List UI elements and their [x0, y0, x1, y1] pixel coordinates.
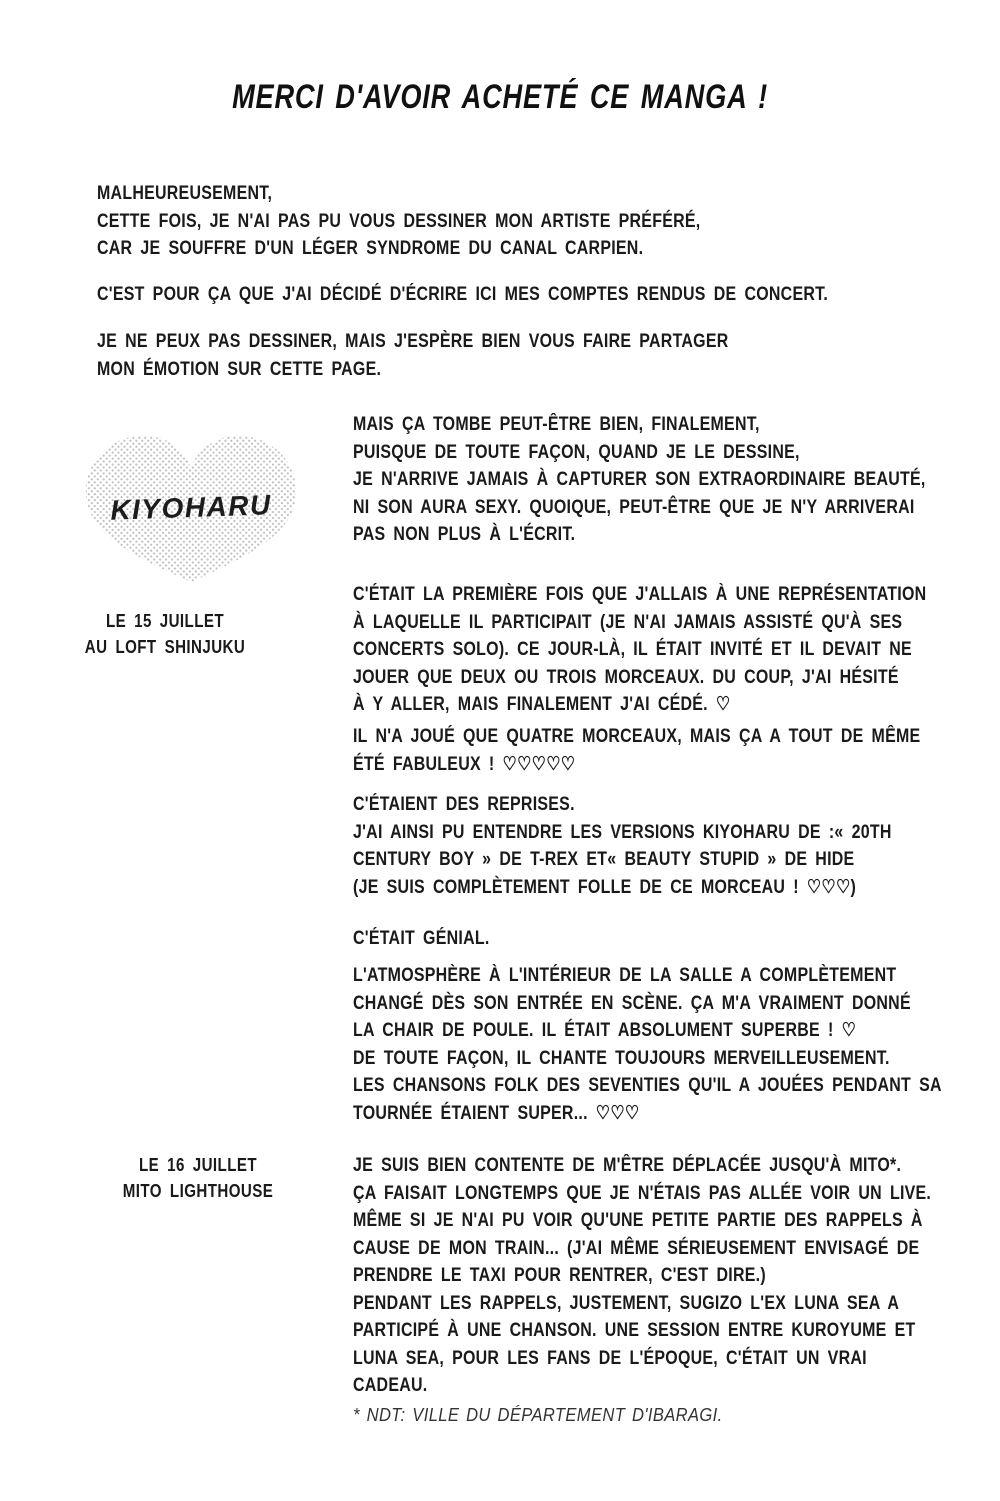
intro-paragraph-carpal-tunnel: MALHEUREUSEMENT, CETTE FOIS, JE N'AI PAS PU VOUS DESSINER MON ARTISTE PRÉFÉRÉ, CAR JE SOUFFRE D'UN LÉGER SYNDROME DU CANAL CARPIEN. [97, 183, 701, 259]
event-date-loft-shinjuku: LE 15 JUILLET AU LOFT SHINJUKU [84, 611, 246, 657]
page-title: MERCI D'AVOIR ACHETÉ CE MANGA ! [232, 78, 768, 116]
paragraph-it-was-great: C'ÉTAIT GÉNIAL. [353, 928, 490, 949]
intro-paragraph-concert-reports: C'EST POUR ÇA QUE J'AI DÉCIDÉ D'ÉCRIRE ICI MES COMPTES RENDUS DE CONCERT. [97, 284, 829, 305]
paragraph-four-songs: IL N'A JOUÉ QUE QUATRE MORCEAUX, MAIS ÇA A TOUT DE MÊME ÉTÉ FABULEUX ! ♡♡♡♡♡ [353, 726, 921, 775]
paragraph-maybe-for-the-best: MAIS ÇA TOMBE PEUT-ÊTRE BIEN, FINALEMENT, PUISQUE DE TOUTE FAÇON, QUAND JE LE DESSINE, JE N'ARRIVE JAMAIS À CAPTURER SON EXTRAORDINAIRE BEAUTÉ, NI SON AURA SEXY. QUOIQUE, PEUT-ÊTRE QUE JE N'Y ARRIVERAI PAS NON PLUS À L'ÉCRIT. [353, 414, 926, 545]
translator-footnote: * NDT: VILLE DU DÉPARTEMENT D'IBARAGI. [353, 1405, 723, 1425]
paragraph-covers: C'ÉTAIENT DES REPRISES. J'AI AINSI PU ENTENDRE LES VERSIONS KIYOHARU DE :« 20TH CENTURY BOY » DE T-REX ET« BEAUTY STUPID » DE HIDE (JE SUIS COMPLÈTEMENT FOLLE DE CE MORCEAU ! ♡♡♡) [353, 794, 892, 898]
event-date-mito-lighthouse: LE 16 JUILLET MITO LIGHTHOUSE [122, 1155, 274, 1201]
paragraph-first-representation: C'ÉTAIT LA PREMIÈRE FOIS QUE J'ALLAIS À UNE REPRÉSENTATION À LAQUELLE IL PARTICIPAIT (JE N'AI JAMAIS ASSISTÉ QU'À SES CONCERTS SOLO). CE JOUR-LÀ, IL ÉTAIT INVITÉ ET IL DEVAIT NE JOUER QUE DEUX OU TROIS MORCEAUX. DU COUP, J'AI HÉSITÉ À Y ALLER, MAIS FINALEMENT J'AI CÉDÉ. ♡ [353, 584, 927, 715]
paragraph-atmosphere: L'ATMOSPHÈRE À L'INTÉRIEUR DE LA SALLE A COMPLÈTEMENT CHANGÉ DÈS SON ENTRÉE EN SCÈNE. ÇA M'A VRAIMENT DONNÉ LA CHAIR DE POULE. IL ÉTAIT ABSOLUMENT SUPERBE ! ♡ DE TOUTE FAÇON, IL CHANTE TOUJOURS MERVEILLEUSEMENT. LES CHANSONS FOLK DES SEVENTIES QU'IL A JOUÉES PENDANT SA TOURNÉE ÉTAIENT SUPER... ♡♡♡ [353, 965, 942, 1124]
paragraph-mito-live: JE SUIS BIEN CONTENTE DE M'ÊTRE DÉPLACÉE JUSQU'À MITO*. ÇA FAISAIT LONGTEMPS QUE JE N'ÉTAIS PAS ALLÉE VOIR UN LIVE. MÊME SI JE N'AI PU VOIR QU'UNE PETITE PARTIE DES RAPPELS À CAUSE DE MON TRAIN... (J'AI MÊME SÉRIEUSEMENT ENVISAGÉ DE PRENDRE LE TAXI POUR RENTRER, C'EST DIRE.) PENDANT LES RAPPELS, JUSTEMENT, SUGIZO L'EX LUNA SEA A PARTICIPÉ À UNE CHANSON. UNE SESSION ENTRE KUROYUME ET LUNA SEA, POUR LES FANS DE L'ÉPOQUE, C'ÉTAIT UN VRAI CADEAU. [353, 1155, 932, 1396]
kiyoharu-heart [74, 430, 308, 588]
heart-label: KIYOHARU [109, 489, 273, 526]
intro-paragraph-share-emotion: JE NE PEUX PAS DESSINER, MAIS J'ESPÈRE BIEN VOUS FAIRE PARTAGER MON ÉMOTION SUR CETTE PAGE. [97, 331, 729, 380]
